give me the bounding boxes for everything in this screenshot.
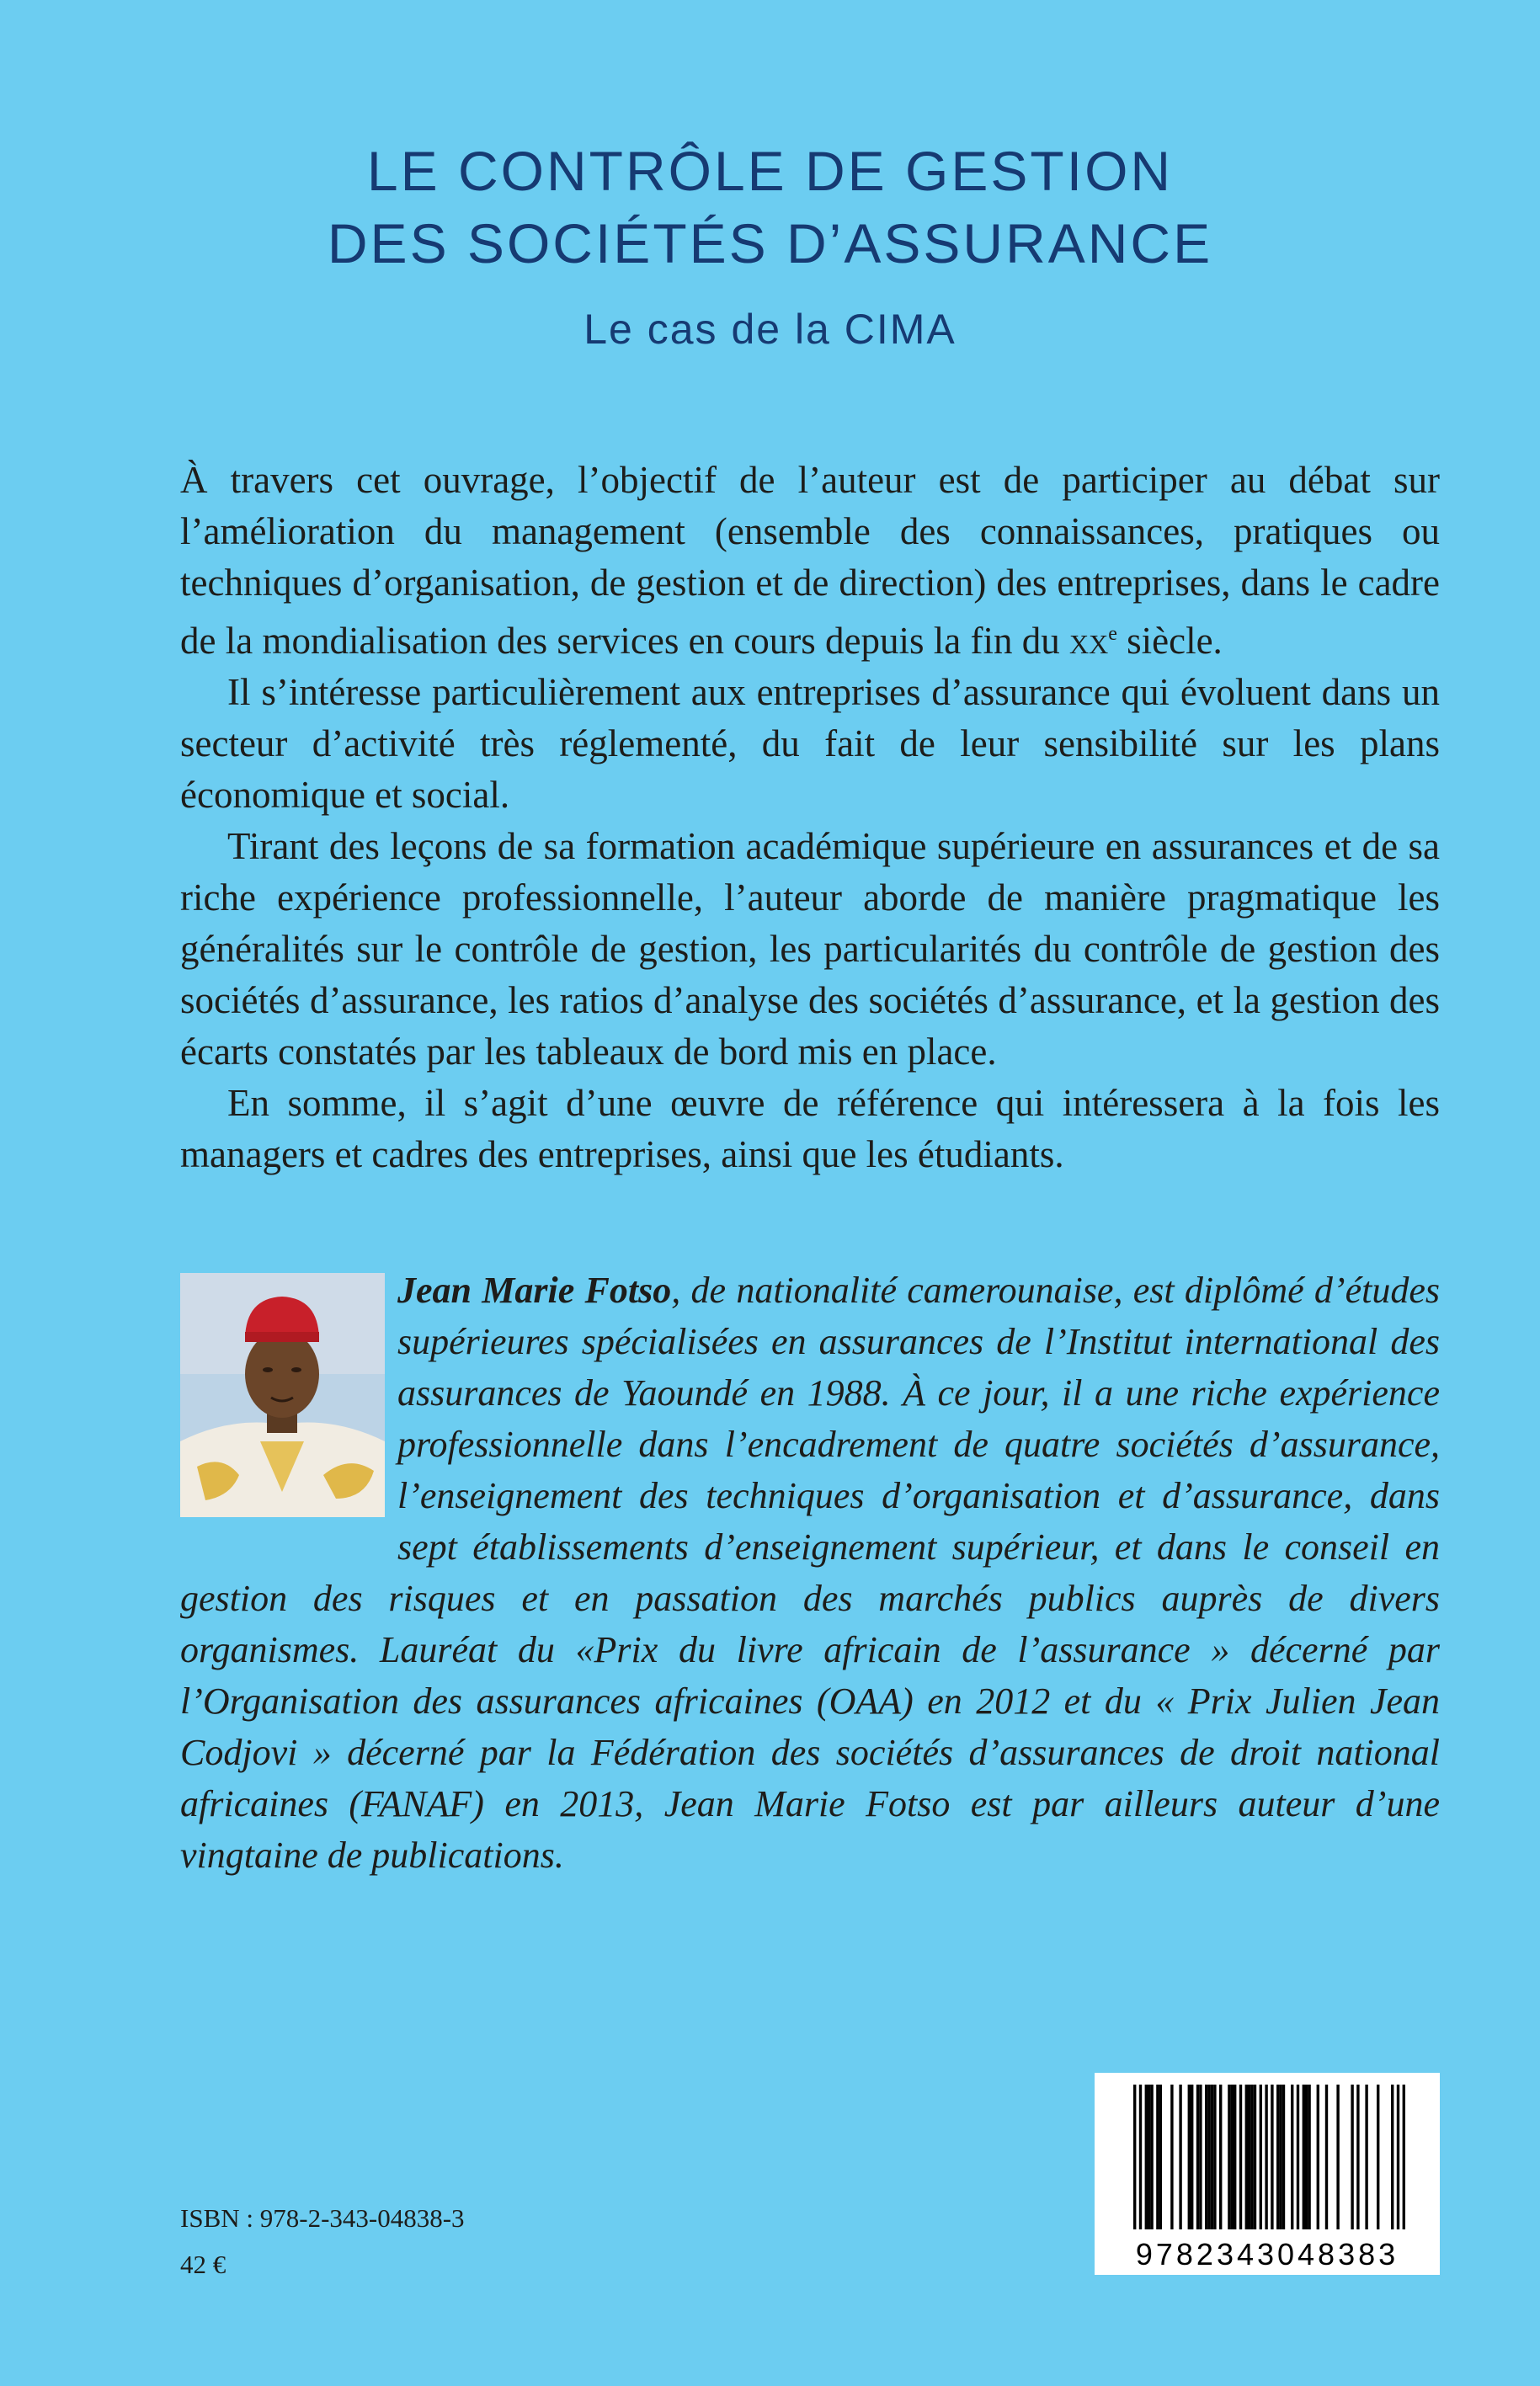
author-bio-text: , de nationalité camerounaise, est diplômé d’études supérieures spécialisées en assurances de l’Institut international des assurances de Yaoundé en 1988. À ce jour, il a une riche expérience professionnelle dans l’encadrement de quatre sociétés d’assurance, l’enseignement des techniques d’organisation et d’assurance, dans sept établissements d’enseignement supérieur, et dans le conseil en gestion des risques et en passation des marchés publics auprès de divers organismes. Lauréat du «Prix du livre africain de l’assurance » décerné par l’Organisation des assurances africaines (OAA) en 2012 et du « Prix Julien Jean Codjovi » décerné par la Fédération des sociétés d’assurances de droit national africaines (FANAF) en 2013, Jean Marie Fotso est par ailleurs auteur d’une vingtaine de publications. bbox=[180, 1270, 1440, 1876]
barcode-bar bbox=[1219, 2085, 1222, 2229]
barcode-bar bbox=[1351, 2085, 1353, 2229]
barcode-number: 9782343048383 bbox=[1135, 2237, 1399, 2271]
summary-paragraph-2: Il s’intéresse particulièrement aux entreprises d’assurance qui évoluent dans un secteur d’activité très réglementé, du fait de leur sensibilité sur les plans économique et social. bbox=[180, 671, 1440, 816]
summary-paragraph-1: À travers cet ouvrage, l’objectif de l’auteur est de participer au débat sur l’amélioration du management (ensemble des connaissances, pratiques ou techniques d’organisation, de gestion et de direction) des entreprises, dans le cadre de la mondialisation des services en cours depuis la fin du $xx^e$ siècle. bbox=[180, 459, 1440, 662]
barcode-bar bbox=[1365, 2085, 1367, 2229]
isbn-text: ISBN : 978-2-343-04838-3 bbox=[180, 2203, 465, 2233]
barcode-bar bbox=[1317, 2085, 1319, 2229]
back-cover-summary bbox=[180, 455, 1440, 1180]
book-title bbox=[0, 135, 1540, 280]
barcode-bar bbox=[1245, 2085, 1248, 2229]
summary-paragraph-4: En somme, il s’agit d’une œuvre de référence qui intéressera à la fois les managers et cadres des entreprises, ainsi que les étudiants. bbox=[180, 1082, 1440, 1175]
barcode-bar bbox=[1377, 2085, 1379, 2229]
barcode-bar bbox=[1188, 2085, 1191, 2229]
barcode-bar bbox=[1303, 2085, 1305, 2229]
barcode-bar bbox=[1271, 2085, 1273, 2229]
barcode-bar bbox=[1207, 2085, 1210, 2229]
author-name: Jean Marie Fotso bbox=[397, 1270, 672, 1311]
barcode-bar bbox=[1391, 2085, 1393, 2229]
barcode-bar bbox=[1403, 2085, 1405, 2229]
summary-paragraph-3: Tirant des leçons de sa formation académique supérieure en assurances et de sa riche expérience professionnelle, l’auteur aborde de manière pragmatique les généralités sur le contrôle de gestion, les particularités du contrôle de gestion des sociétés d’assurance, les ratios d’analyse des sociétés d’assurance, et la gestion des écarts constatés par les tableaux de bord mis en place. bbox=[180, 825, 1440, 1073]
title-line-1: LE CONTRÔLE DE GESTION bbox=[366, 140, 1174, 202]
barcode-bar bbox=[1170, 2085, 1173, 2229]
barcode-bar bbox=[1133, 2085, 1136, 2229]
barcode-bar bbox=[1308, 2085, 1310, 2229]
barcode-bar bbox=[1325, 2085, 1328, 2229]
price-text: 42 € bbox=[180, 2250, 226, 2279]
barcode-bar bbox=[1179, 2085, 1181, 2229]
barcode-bar bbox=[1297, 2085, 1299, 2229]
barcode-bar bbox=[1234, 2085, 1236, 2229]
barcode-bar bbox=[1250, 2085, 1253, 2229]
barcode-bar bbox=[1145, 2085, 1148, 2229]
barcode-bar bbox=[1265, 2085, 1267, 2229]
barcode-bar bbox=[1199, 2085, 1202, 2229]
barcode-bar bbox=[1139, 2085, 1142, 2229]
barcode-bar bbox=[1150, 2085, 1153, 2229]
barcode-bar bbox=[1276, 2085, 1279, 2229]
barcode-bar bbox=[1156, 2085, 1159, 2229]
barcode-bar bbox=[1191, 2085, 1193, 2229]
barcode-bar bbox=[1336, 2085, 1339, 2229]
barcode-bar bbox=[1282, 2085, 1285, 2229]
barcode-bar bbox=[1305, 2085, 1308, 2229]
title-line-2: DES SOCIÉTÉS D’ASSURANCE bbox=[327, 212, 1213, 274]
barcode-bar bbox=[1397, 2085, 1399, 2229]
barcode-bar bbox=[1260, 2085, 1262, 2229]
barcode-bar bbox=[1213, 2085, 1216, 2229]
barcode-bar bbox=[1159, 2085, 1162, 2229]
barcode-bar bbox=[1148, 2085, 1150, 2229]
photo-spacer bbox=[180, 1265, 397, 1573]
barcode-bar bbox=[1279, 2085, 1282, 2229]
barcode-bar bbox=[1248, 2085, 1250, 2229]
barcode-bar bbox=[1239, 2085, 1242, 2229]
barcode-bar bbox=[1228, 2085, 1230, 2229]
barcode-bar bbox=[1211, 2085, 1213, 2229]
isbn-barcode bbox=[1095, 2073, 1440, 2275]
barcode-bars bbox=[1133, 2085, 1405, 2229]
author-biography bbox=[180, 1265, 1440, 1881]
barcode-bar bbox=[1291, 2085, 1293, 2229]
barcode-bar bbox=[1205, 2085, 1207, 2229]
barcode-bar bbox=[1356, 2085, 1359, 2229]
barcode-bar bbox=[1231, 2085, 1234, 2229]
barcode-bar bbox=[1254, 2085, 1256, 2229]
barcode-bar bbox=[1196, 2085, 1199, 2229]
book-subtitle: Le cas de la CIMA bbox=[583, 306, 957, 353]
